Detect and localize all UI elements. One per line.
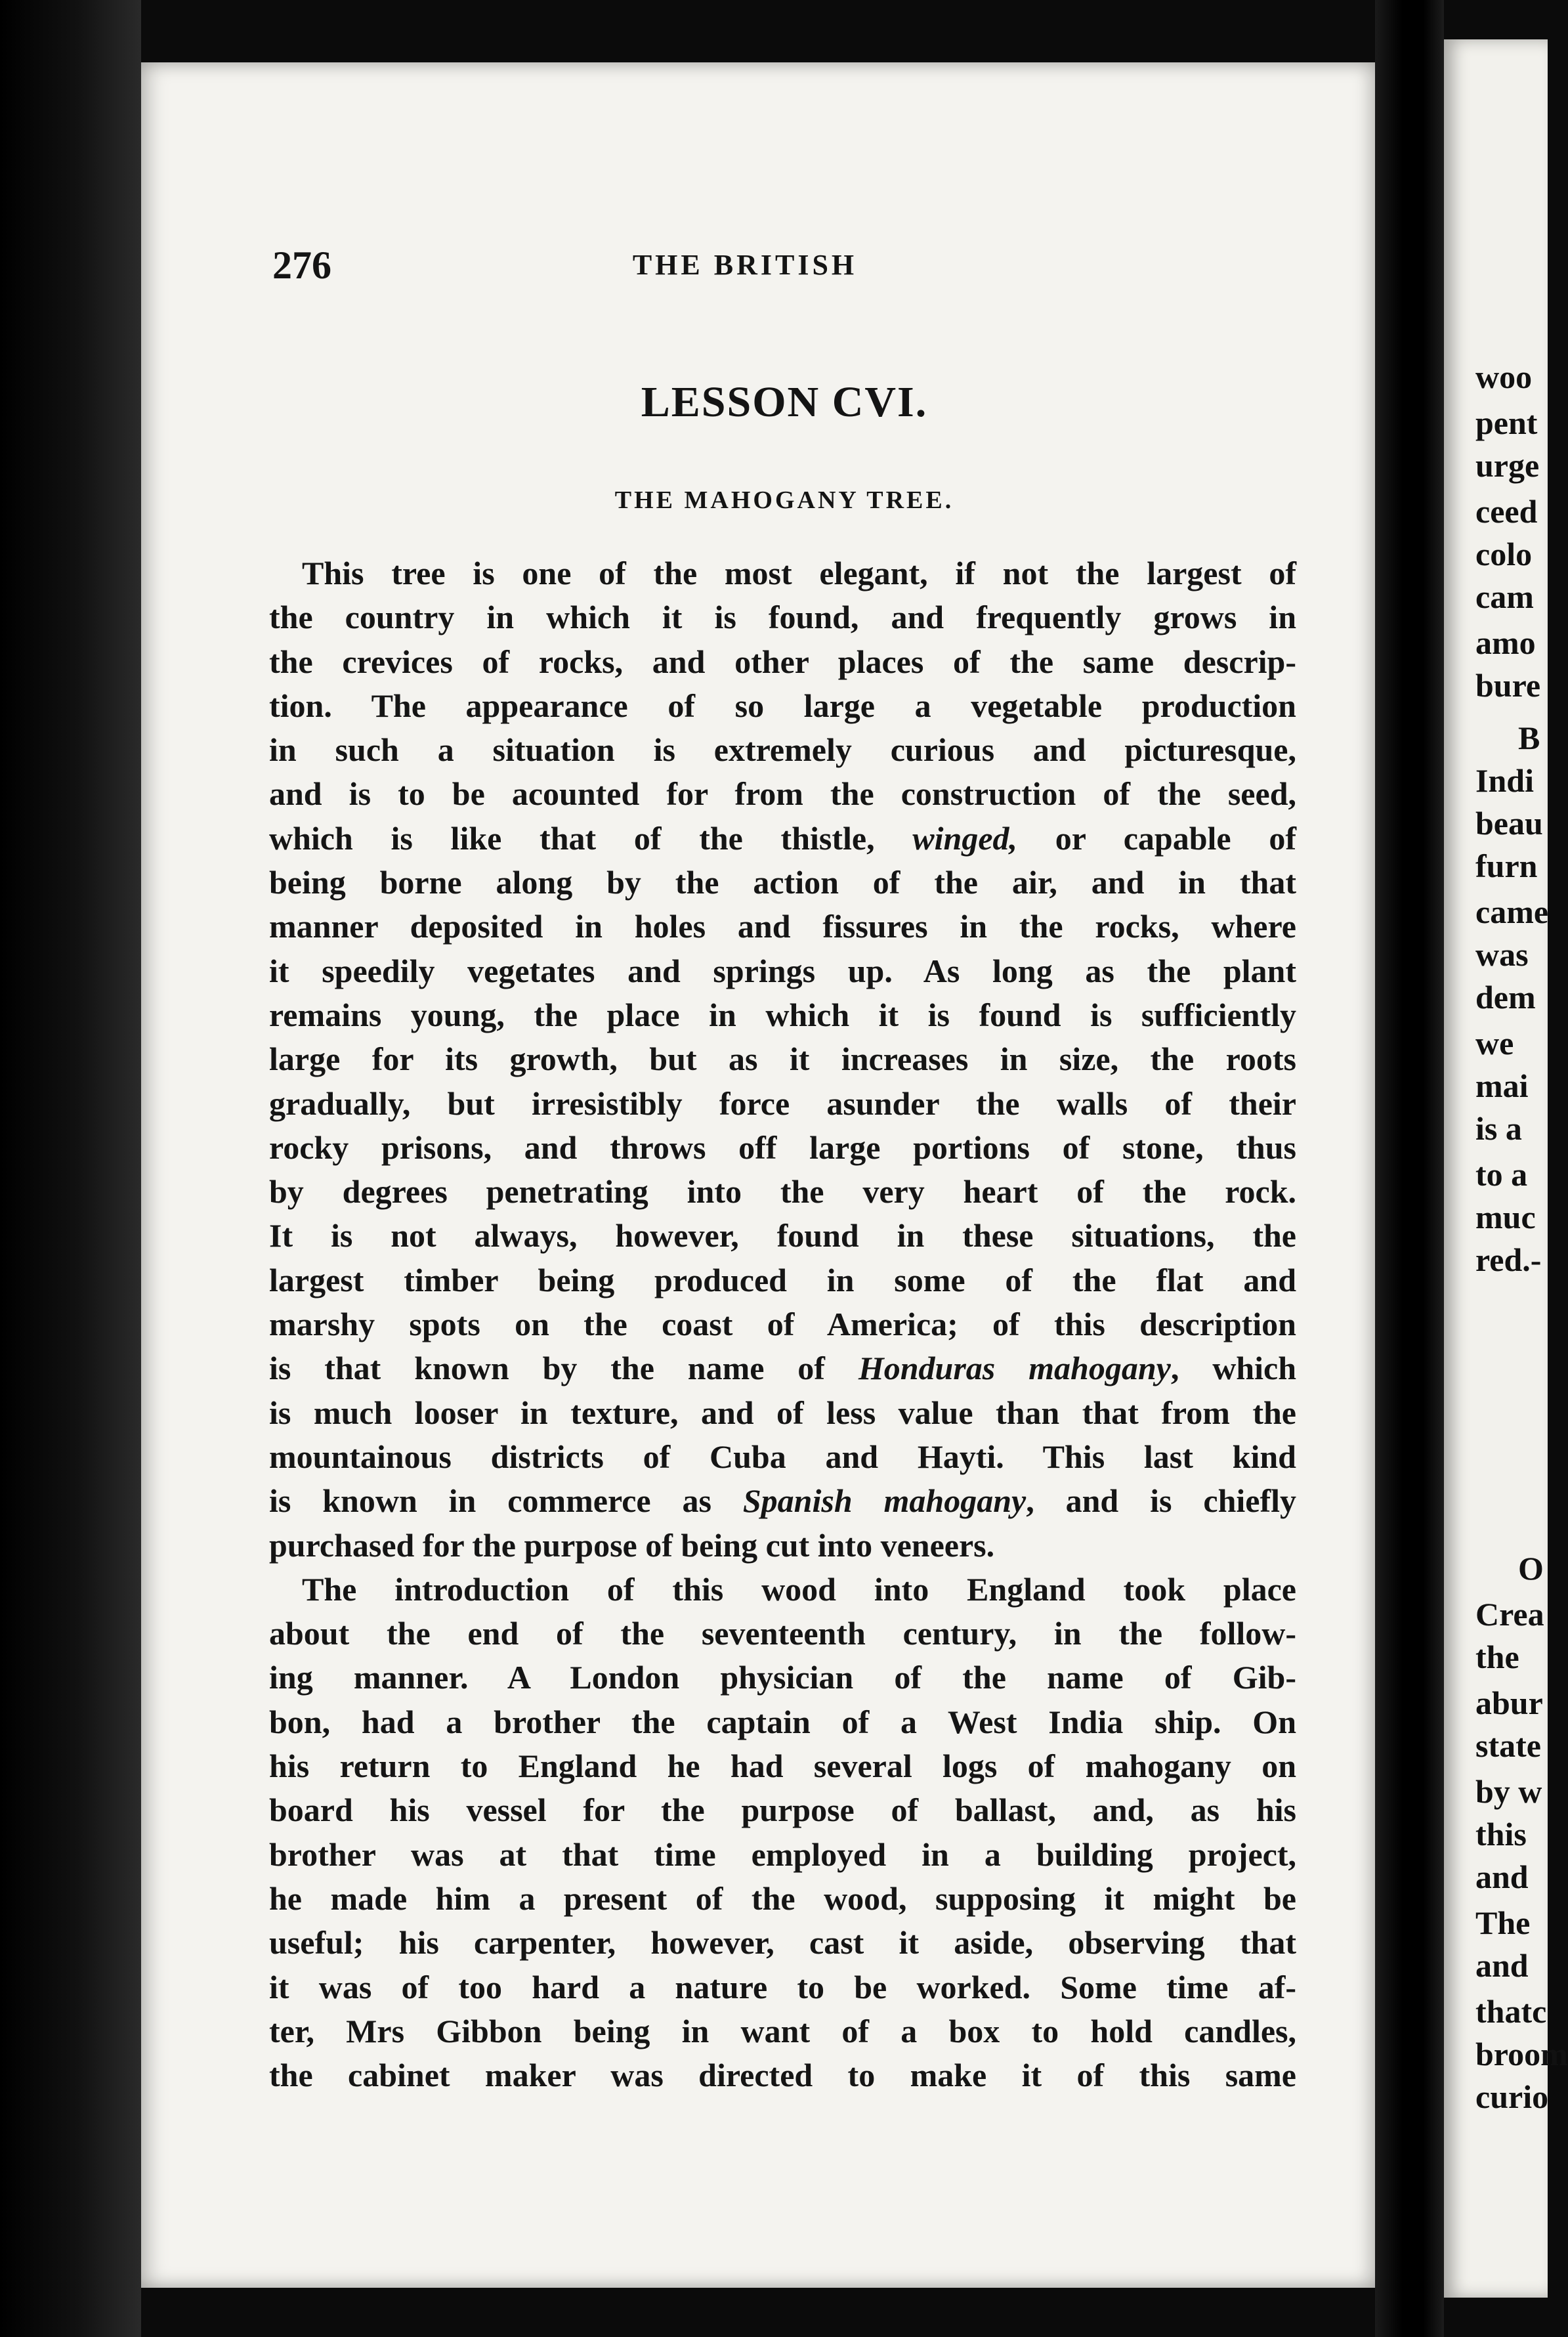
text-line: This tree is one of the most elegant, if not the largest of (302, 555, 1296, 591)
adjacent-text-fragment: cam (1475, 578, 1534, 615)
adjacent-text-fragment: The (1475, 1904, 1531, 1941)
adjacent-text-fragment: Crea (1475, 1596, 1544, 1633)
text-line: ing manner. A London physician of the name of Gib- (269, 1659, 1296, 1696)
adjacent-text-fragment: red.- (1475, 1241, 1542, 1278)
text-line: is much looser in texture, and of less value than that from the (269, 1394, 1296, 1431)
binding-edge (0, 0, 141, 2337)
adjacent-text-fragment: and (1475, 1858, 1529, 1895)
text-line: mountainous districts of Cuba and Hayti. This last kind (269, 1438, 1296, 1475)
text-segment: or capable of (1017, 819, 1296, 857)
adjacent-text-fragment: and (1475, 1947, 1529, 1984)
adjacent-text-fragment: dem (1475, 979, 1536, 1016)
adjacent-text-fragment: abur (1475, 1684, 1543, 1721)
text-line: the cabinet maker was directed to make it of this same (269, 2057, 1296, 2094)
bleed-through-shadow (535, 338, 1388, 380)
text-segment: is that known by the name of (269, 1350, 858, 1387)
text-line: it was of too hard a nature to be worked. Some time af- (269, 1968, 1296, 2005)
text-line (269, 817, 1296, 861)
text-line: rocky prisons, and throws off large portions of stone, thus (269, 1128, 1296, 1166)
text-line: tion. The appearance of so large a vegetable production (269, 687, 1296, 724)
text-line: the crevices of rocks, and other places of the same descrip- (269, 643, 1296, 680)
text-line: gradually, but irresistibly force asunder the walls of their (269, 1084, 1296, 1122)
text-line: about the end of the seventeenth century, in the follow- (269, 1615, 1296, 1652)
adjacent-text-fragment: ceed (1475, 493, 1538, 530)
adjacent-text-fragment: O (1518, 1550, 1544, 1587)
adjacent-text-fragment: this (1475, 1816, 1527, 1853)
text-line: he made him a present of the wood, supposing it might be (269, 1879, 1296, 1917)
adjacent-text-fragment: urge (1475, 447, 1540, 484)
lesson-subheading: THE MAHOGANY TREE. (614, 486, 954, 514)
adjacent-text-fragment: colo (1475, 536, 1533, 572)
text-line: The introduction of this wood into England took place (302, 1570, 1296, 1608)
text-line: the country in which it is found, and frequently grows in (269, 599, 1296, 636)
text-line: purchased for the purpose of being cut into veneers. (269, 1526, 995, 1564)
adjacent-text-fragment: amo (1475, 624, 1536, 661)
text-line: bon, had a brother the captain of a West India ship. On (269, 1703, 1296, 1740)
text-segment: , and is chiefly (1026, 1482, 1296, 1520)
text-line: and is to be acounted for from the construction of the seed, (269, 775, 1296, 813)
adjacent-page (1444, 39, 1568, 2298)
adjacent-text-fragment: by w (1475, 1773, 1542, 1810)
text-line (269, 1346, 1296, 1390)
lesson-body (269, 551, 1296, 2097)
adjacent-text-fragment: came (1475, 893, 1549, 930)
page-fold (1375, 0, 1444, 2337)
text-line: brother was at that time employed in a building project, (269, 1835, 1296, 1873)
text-line: board his vessel for the purpose of ballast, and, as his (269, 1791, 1296, 1829)
adjacent-text-fragment: Indi (1475, 762, 1534, 799)
text-line: large for its growth, but as it increases in size, the roots (269, 1040, 1296, 1078)
adjacent-text-fragment: we (1475, 1025, 1514, 1061)
adjacent-text-fragment: to a (1475, 1156, 1528, 1193)
text-line: marshy spots on the coast of America; of this description (269, 1306, 1296, 1343)
text-line: It is not always, however, found in these situations, the (269, 1217, 1296, 1254)
page-number: 276 (272, 244, 331, 287)
text-line: being borne along by the action of the air, and in that (269, 864, 1296, 901)
adjacent-text-fragment: thatc (1475, 1993, 1547, 2030)
adjacent-text-fragment: the (1475, 1639, 1519, 1675)
adjacent-text-fragment: was (1475, 936, 1529, 973)
adjacent-text-fragment: curio (1475, 2078, 1549, 2115)
italic-term: Spanish mahogany (742, 1482, 1027, 1520)
text-segment: is known in commerce as (269, 1482, 743, 1520)
text-line: largest timber being produced in some of the flat and (269, 1261, 1296, 1298)
adjacent-text-fragment: muc (1475, 1199, 1536, 1235)
text-line: manner deposited in holes and fissures in the rocks, where (269, 908, 1296, 945)
adjacent-text-fragment: furn (1475, 847, 1538, 884)
adjacent-text-fragment: pent (1475, 404, 1538, 441)
running-head (272, 243, 1296, 289)
adjacent-text-fragment: bure (1475, 667, 1541, 704)
adjacent-text-fragment: broom (1475, 2036, 1568, 2072)
adjacent-text-fragment: woo (1475, 358, 1533, 395)
adjacent-text-fragment: mai (1475, 1067, 1529, 1104)
adjacent-text-fragment: beau (1475, 805, 1543, 842)
text-line: useful; his carpenter, however, cast it aside, observing that (269, 1924, 1296, 1962)
text-line: by degrees penetrating into the very heart of the rock. (269, 1173, 1296, 1211)
italic-term: Honduras mahogany (858, 1350, 1171, 1387)
text-line: it speedily vegetates and springs up. As long as the plant (269, 952, 1296, 989)
text-line: ter, Mrs Gibbon being in want of a box to hold candles, (269, 2012, 1296, 2049)
adjacent-text-fragment: is a (1475, 1110, 1522, 1147)
text-line: his return to England he had several logs of mahogany on (269, 1747, 1296, 1785)
text-segment: which is like that of the thistle, (269, 819, 913, 857)
running-title: THE BRITISH (632, 249, 858, 281)
lesson-heading: LESSON CVI. (641, 378, 928, 426)
text-line (269, 1479, 1296, 1523)
text-segment: , which (1170, 1350, 1297, 1387)
text-line: in such a situation is extremely curious and picturesque, (269, 731, 1296, 769)
text-line: remains young, the place in which it is found is sufficiently (269, 996, 1296, 1033)
italic-term: winged, (912, 819, 1018, 857)
adjacent-text-fragment: B (1518, 719, 1540, 756)
adjacent-text-fragment: state (1475, 1727, 1541, 1764)
